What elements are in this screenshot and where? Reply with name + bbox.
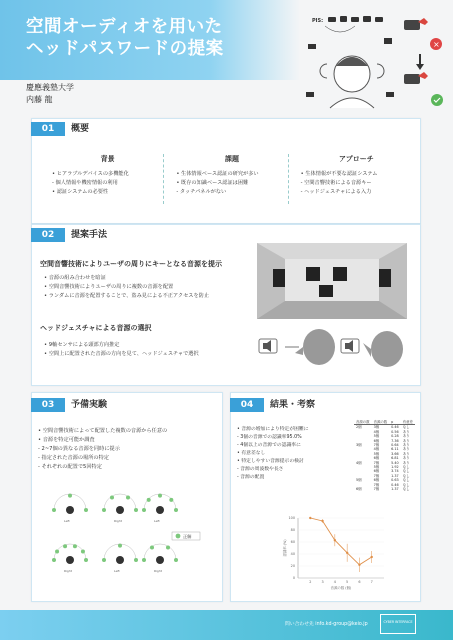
s2-item: • 空間音響技術によりユーザの周りに複数の音源を配置 xyxy=(44,284,174,290)
s1-item: • 既存の知識ベース認証は困難 xyxy=(176,180,249,186)
s1-item: • 認証システムの必要性 xyxy=(52,189,109,195)
table-header: 音源の数 xyxy=(356,420,370,424)
diagram-label: Right xyxy=(114,519,122,523)
experiment-layout-diagram xyxy=(50,490,210,588)
sound-source-dot xyxy=(147,498,151,502)
listener-head-icon xyxy=(116,556,124,564)
contact-info: 問い合わせ先 info.kd-group@keio.jp xyxy=(285,622,368,627)
significance-table xyxy=(354,420,415,492)
s1-col-background xyxy=(40,154,163,204)
table-cell: あり xyxy=(402,434,410,439)
table-cell: 4個 xyxy=(356,460,362,465)
x-tick-label: 2 xyxy=(309,580,312,584)
s1-col-head: アプローチ xyxy=(338,155,374,163)
table-cell: 0.28 xyxy=(391,434,399,439)
table-cell: 4個 xyxy=(373,447,380,452)
sound-source-dot xyxy=(110,496,114,500)
table-cell: 7個 xyxy=(373,443,380,448)
s3-item: • 音源を特定可能か調査 xyxy=(38,437,95,443)
table-cell: 6.11 xyxy=(391,447,399,452)
s1-col-head: 課題 xyxy=(224,155,239,163)
table-cell: 5個 xyxy=(373,465,380,470)
table-cell: なし xyxy=(402,465,410,470)
x-tick-label: 4 xyxy=(333,580,336,584)
table-cell: 5個 xyxy=(356,478,362,483)
sound-source-dot xyxy=(126,496,130,500)
listener-head-icon xyxy=(156,506,164,514)
sound-source-dot xyxy=(158,494,162,498)
table-cell: あり xyxy=(402,447,410,452)
y-tick-label: 40 xyxy=(290,552,295,557)
data-point xyxy=(371,556,373,558)
s3-bullets xyxy=(38,427,167,472)
s4-item: - 音源の周波数や長さ xyxy=(237,467,284,472)
s1-item: - 個人情報や機密情報の利用 xyxy=(52,180,118,186)
table-cell: なし xyxy=(402,425,410,430)
x-tick-label: 7 xyxy=(370,580,373,584)
y-tick-label: 0 xyxy=(292,576,295,581)
sound-source-dot xyxy=(68,494,72,498)
s2-num: 02 xyxy=(31,228,65,242)
table-cell: 5.40 xyxy=(391,460,399,465)
s1-col-challenge xyxy=(164,154,287,204)
speaker-icon-right xyxy=(341,339,359,353)
vr-room-image xyxy=(257,243,407,319)
table-header: p xyxy=(391,420,394,424)
s4-item: • 音源の増加により特定が困難に xyxy=(237,427,309,432)
s4-item: • 有意差なし xyxy=(237,451,266,456)
table-header: 有意差 xyxy=(402,420,413,424)
table-cell: 6個 xyxy=(373,456,380,461)
table-cell: 5個 xyxy=(373,451,380,456)
s2-item: • 9軸センサによる頭部方向推定 xyxy=(44,342,120,348)
table-cell: 0.63 xyxy=(391,478,399,483)
table-cell: 7個 xyxy=(373,473,380,478)
legend xyxy=(172,532,200,540)
sound-source-dot xyxy=(169,498,173,502)
sound-source-dot xyxy=(142,558,146,562)
table-cell: 3個 xyxy=(373,425,380,430)
s1-columns xyxy=(40,154,412,204)
table-cell: 7個 xyxy=(373,460,380,465)
table-cell: 6個 xyxy=(373,438,380,443)
sound-source-dot xyxy=(174,558,178,562)
s3-item: - 2~7個の異なる音源を同時に提示 xyxy=(38,446,120,452)
sound-source-dot xyxy=(73,544,77,548)
y-axis-label: 認識率 (%) xyxy=(283,539,287,557)
table-cell: なし xyxy=(402,482,410,487)
table-cell: 7.36 xyxy=(391,438,399,443)
s1-title: 概要 xyxy=(71,124,90,134)
series-line xyxy=(310,518,371,565)
data-point xyxy=(309,517,311,519)
table-cell: あり xyxy=(402,451,410,456)
author: 内藤 龍 xyxy=(26,95,53,104)
sound-source-dot xyxy=(150,546,154,550)
sound-source-dot xyxy=(63,544,67,548)
table-cell: なし xyxy=(402,469,410,474)
s3-item: • 空間音響技術によって配置した複数の音源から任意の xyxy=(38,428,168,434)
logo-text: CYBER INTERFACE xyxy=(383,620,413,624)
s1-item: • 生体情報が不要な認証システム xyxy=(300,171,378,177)
diagram-label: Left xyxy=(114,569,120,573)
sound-source-dot xyxy=(52,508,56,512)
x-tick-label: 5 xyxy=(346,580,349,584)
table-cell: 4個 xyxy=(373,429,380,434)
s4-item: - 音源の配置 xyxy=(237,475,265,480)
table-cell: 6個 xyxy=(373,478,380,483)
s4-item: - 4個以上の音源での認識率に xyxy=(237,443,301,448)
y-tick-label: 80 xyxy=(290,528,295,533)
header-illustration xyxy=(300,4,450,112)
y-tick-label: 20 xyxy=(290,564,295,569)
sound-icons-row xyxy=(328,16,383,22)
sound-source-dot xyxy=(134,508,138,512)
arc-arrow xyxy=(325,26,355,32)
data-point xyxy=(321,520,323,522)
table-cell: 6個 xyxy=(356,487,362,492)
x-tick-label: 3 xyxy=(321,580,324,584)
head-gesture-figure xyxy=(255,325,415,373)
s1-item: • 生体情報ベース認証の研究が多い xyxy=(176,171,259,177)
y-tick-label: 100 xyxy=(288,516,295,521)
s2-item: • ランダムに音源を配置することで、盗み見による不正アクセスを防止 xyxy=(44,293,210,299)
sound-source-dot xyxy=(142,508,146,512)
table-cell: 6個 xyxy=(373,469,380,474)
table-cell: 3.74 xyxy=(391,469,399,474)
s3-num: 03 xyxy=(31,398,65,412)
title-line2: ヘッドパスワードの提案 xyxy=(26,39,224,59)
s3-header xyxy=(31,398,107,412)
verify-fail-icon xyxy=(404,18,442,50)
data-point xyxy=(334,539,336,541)
s4-bullets xyxy=(237,426,309,482)
table-header: 音源の数 xyxy=(373,420,388,424)
diagram-label: Right xyxy=(64,569,72,573)
s1-item: - 空間音響技術による音源キー xyxy=(300,180,372,186)
sound-source-dot xyxy=(118,544,122,548)
university: 慶應義塾大学 xyxy=(26,83,74,92)
sound-source-dot xyxy=(134,558,138,562)
s1-num: 01 xyxy=(31,122,65,136)
table-cell: 3個 xyxy=(356,443,362,448)
diagram-label: Left xyxy=(154,519,160,523)
s3-title: 予備実験 xyxy=(71,400,108,410)
s1-item: - タッチパネルがない xyxy=(176,189,227,195)
sound-source-dot xyxy=(84,508,88,512)
table-cell: 3.66 xyxy=(391,451,399,456)
table-cell: 2個 xyxy=(356,425,362,430)
s4-header xyxy=(230,398,315,412)
s4-item: • 特定しやすい音源提示の検討 xyxy=(237,459,304,464)
shoulders-icon xyxy=(330,98,374,108)
data-point xyxy=(346,552,348,554)
s1-col-approach xyxy=(289,154,412,204)
table-cell: 0.64 xyxy=(391,443,399,448)
table-cell: あり xyxy=(402,456,410,461)
table-row xyxy=(354,487,415,491)
s2-subhead-1: 空間音響技術によりユーザの周りにキーとなる音源を提示 xyxy=(40,260,222,268)
sound-source-dot xyxy=(166,546,170,550)
listener-head-icon xyxy=(116,506,124,514)
sound-source-dot xyxy=(102,558,106,562)
s3-item: - 指定された音源の場所の特定 xyxy=(38,455,109,461)
table-cell: 1.92 xyxy=(391,465,399,470)
s4-item: - 3個の音源での認識率95.0% xyxy=(237,435,302,440)
table-cell: なし xyxy=(402,478,410,483)
pis-label: PIS: xyxy=(312,18,324,24)
listener-head-icon xyxy=(66,506,74,514)
poster-title xyxy=(26,16,224,60)
head-side-icon-2 xyxy=(363,331,403,367)
sound-source-dot xyxy=(52,558,56,562)
verify-success-icon xyxy=(404,72,443,106)
diagram-label: Left xyxy=(64,519,70,523)
data-point xyxy=(358,564,360,566)
listener-head-icon xyxy=(156,556,164,564)
sound-source-dot xyxy=(81,550,85,554)
s2-header xyxy=(31,228,107,242)
table-cell: 7個 xyxy=(373,487,380,492)
table-cell: 0.46 xyxy=(391,482,399,487)
hair-icon xyxy=(336,57,368,66)
x-tick-label: 6 xyxy=(358,580,361,584)
s2-bullets-1 xyxy=(44,274,209,301)
legend-label: 正解 xyxy=(183,534,192,539)
s1-header xyxy=(31,122,89,136)
s4-title: 結果・考察 xyxy=(270,400,316,410)
speaker-icon-left xyxy=(259,339,277,353)
sound-source-dot xyxy=(55,550,59,554)
s3-item: - それぞれの配置で5回特定 xyxy=(38,464,102,470)
table-cell: あり xyxy=(402,443,410,448)
x-axis-label: 音源の数 (個) xyxy=(330,586,352,590)
y-tick-label: 60 xyxy=(290,540,295,545)
table-cell: 0.56 xyxy=(391,429,399,434)
sound-source-dot xyxy=(102,508,106,512)
table-cell: なし xyxy=(402,487,410,492)
s1-col-head: 背景 xyxy=(100,155,115,163)
table-cell: 5個 xyxy=(373,434,380,439)
lab-logo xyxy=(380,614,416,634)
table-cell: 1.37 xyxy=(391,487,399,492)
s2-title: 提案手法 xyxy=(71,230,108,240)
s2-item: • 空間上に配置された音源の方向を見て、ヘッドジェスチャで選択 xyxy=(44,351,199,357)
s2-bullets-2 xyxy=(44,341,199,359)
diagram-label: Right xyxy=(154,569,162,573)
svg-text:×: × xyxy=(433,40,440,49)
table-cell: なし xyxy=(402,473,410,478)
table-cell: 6.81 xyxy=(391,456,399,461)
s4-num: 04 xyxy=(230,398,264,412)
s1-item: • ヒアラブルデバイスの多機能化 xyxy=(52,171,129,177)
sound-source-dot xyxy=(84,558,88,562)
sound-source-dot xyxy=(174,508,178,512)
table-cell: 1.37 xyxy=(391,473,399,478)
s1-item: - ヘッドジェスチャによる入力 xyxy=(300,189,372,195)
s2-subhead-2: ヘッドジェスチャによる音源の選択 xyxy=(40,324,152,332)
table-cell: あり xyxy=(402,460,410,465)
table-cell: 7個 xyxy=(373,482,380,487)
listener-head-icon xyxy=(66,556,74,564)
s2-item: • 音源の組み合わせを暗証 xyxy=(44,275,106,281)
table-cell: あり xyxy=(402,438,410,443)
affiliation xyxy=(26,82,74,106)
table-cell: あり xyxy=(402,429,410,434)
head-side-icon-1 xyxy=(295,329,335,365)
title-line1: 空間オーディオを用いた xyxy=(26,17,223,37)
table-cell: 0.46 xyxy=(391,425,399,430)
recognition-chart xyxy=(280,512,390,598)
